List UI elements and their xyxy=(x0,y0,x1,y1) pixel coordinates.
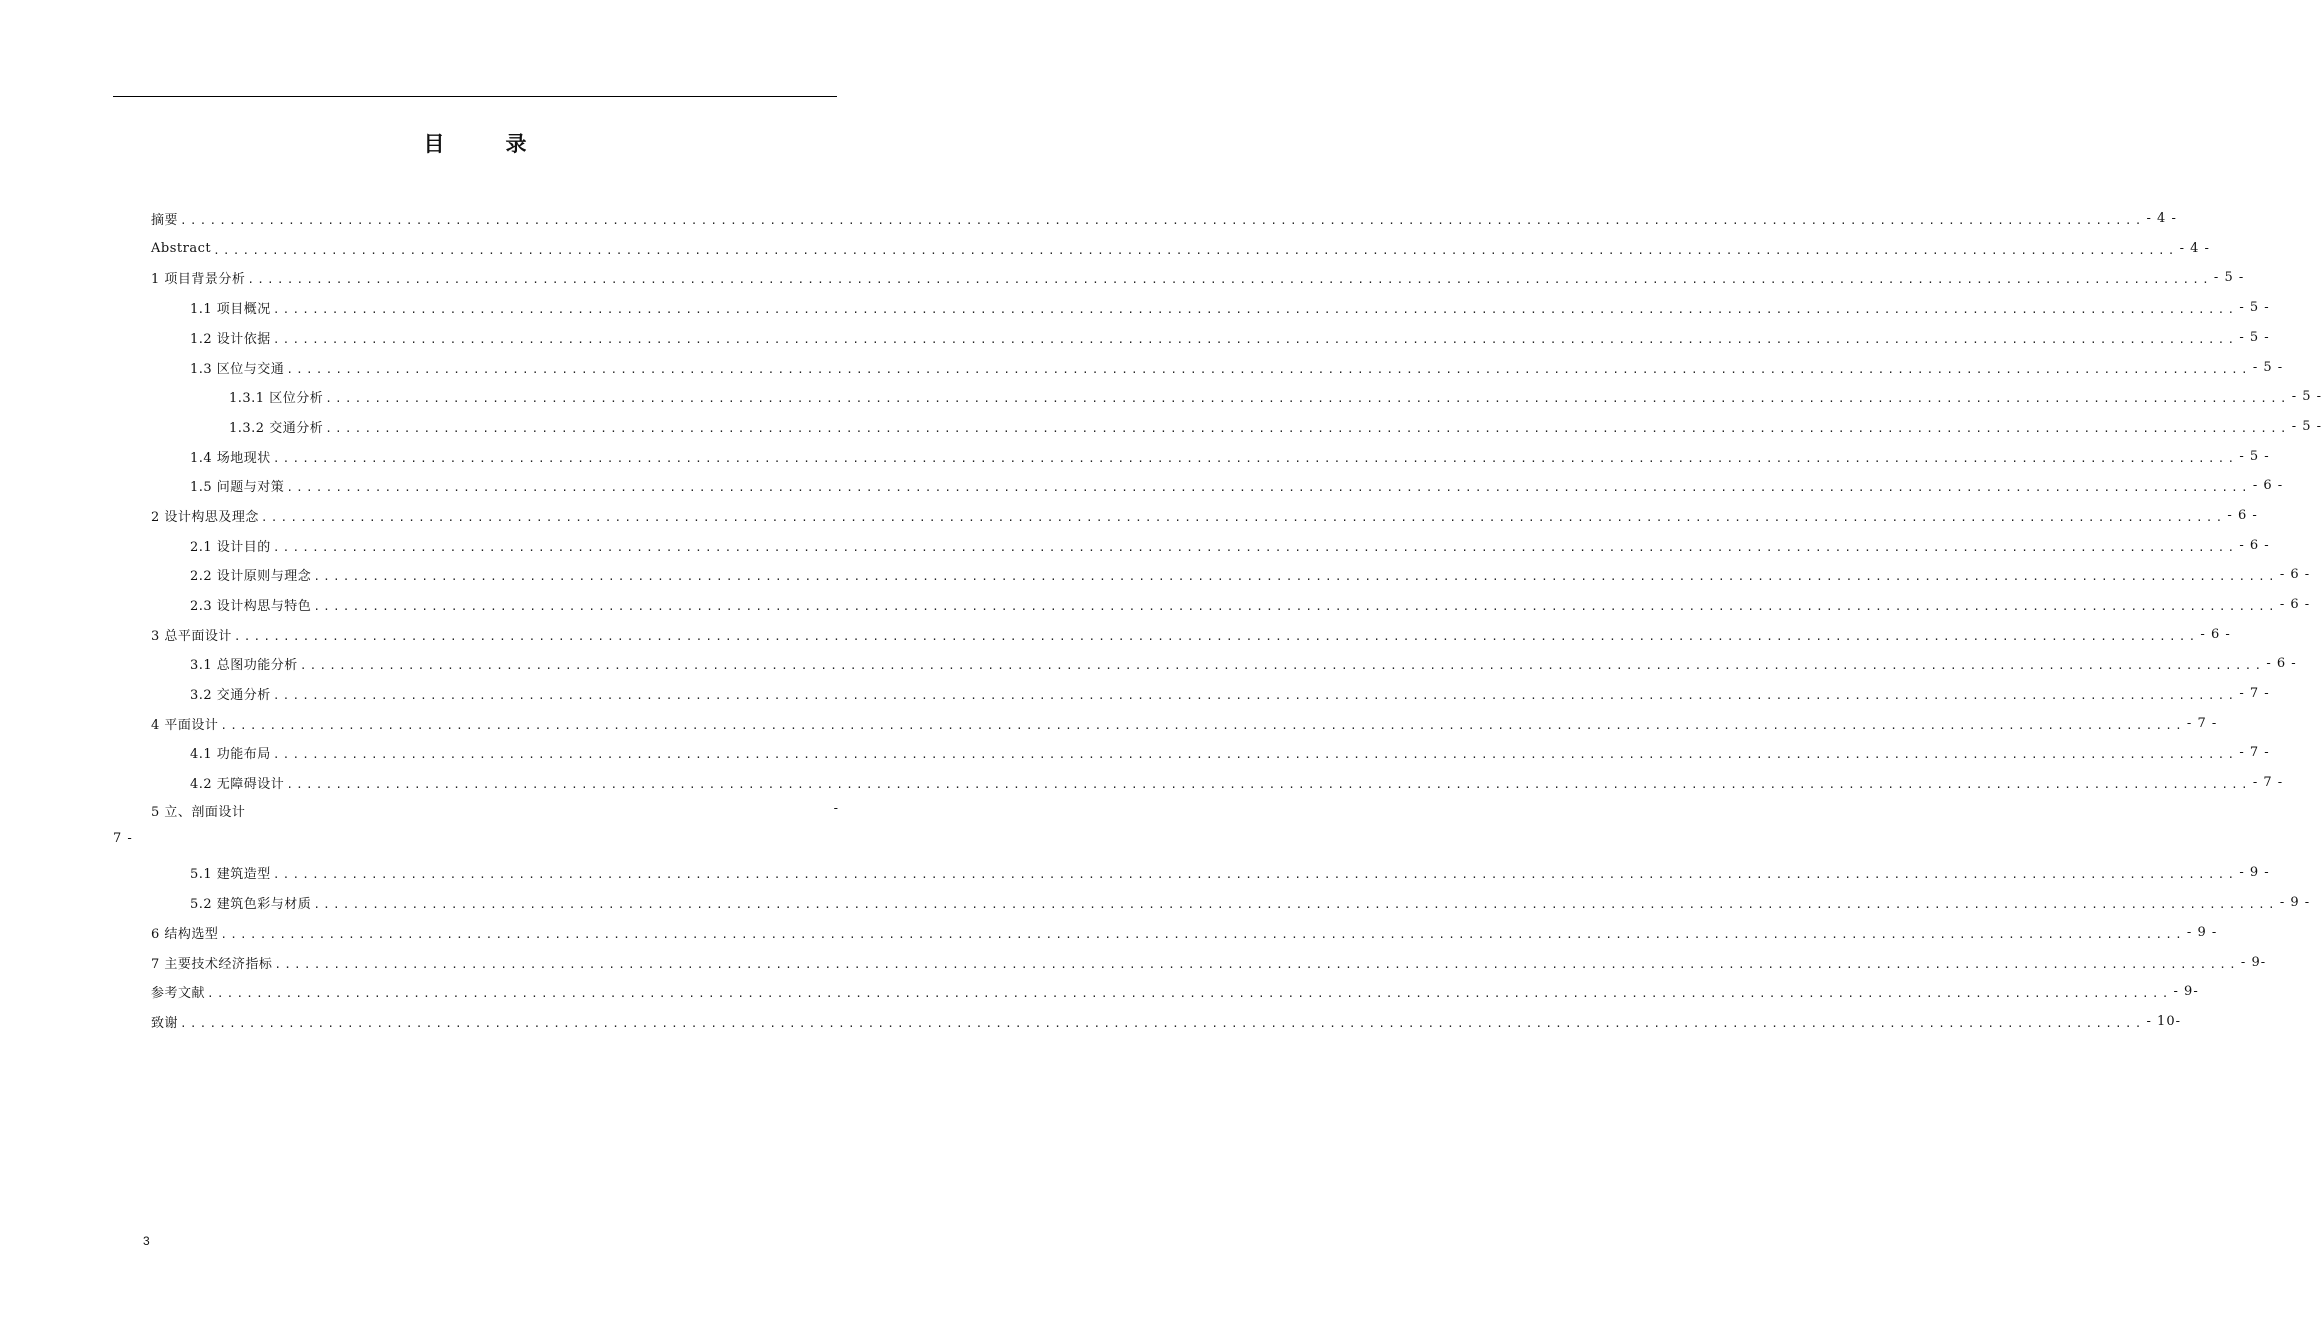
dot-leader: ........................................................................................................................................................................................................ xyxy=(260,510,2226,524)
toc-entry[interactable] xyxy=(151,207,2177,229)
toc-entry-label: 1.4 场地现状 xyxy=(190,450,271,466)
toc-entry-label: 3.2 交通分析 xyxy=(190,687,271,703)
dot-leader: ........................................................................................................................................................................................................ xyxy=(313,569,2278,583)
dot-leader: ........................................................................................................................................................................................................ xyxy=(180,213,2145,227)
dot-leader: ........................................................................................................................................................................................................ xyxy=(313,599,2278,613)
toc-entry-page: - 9- xyxy=(2173,983,2199,999)
toc-entry-page: - 9 - xyxy=(2186,924,2218,940)
toc-entry-page: - 7 - xyxy=(2186,715,2218,731)
toc-entry-label: 2.3 设计构思与特色 xyxy=(190,598,312,614)
toc-entry-page: - 9 - xyxy=(2239,864,2270,880)
dot-leader: ........................................................................................................................................................................................................ xyxy=(272,451,2238,465)
toc-entry-page: - 6 - xyxy=(2279,596,2311,612)
toc-entry-page: - 5 - xyxy=(2239,299,2270,315)
toc-entry[interactable] xyxy=(151,623,2231,645)
toc-entry-page: - 7 - xyxy=(2252,774,2284,790)
dot-leader: ........................................................................................................................................................................................................ xyxy=(213,243,2178,257)
toc-entry-label: 3 总平面设计 xyxy=(151,628,232,644)
dot-leader: ........................................................................................................................................................................................................ xyxy=(274,957,2239,971)
toc-entry[interactable] xyxy=(151,921,2218,943)
dot-leader: ........................................................................................................................................................................................................ xyxy=(247,272,2212,286)
toc-entry-page-wrapped: 7 - xyxy=(113,831,133,846)
toc-entry-label: Abstract xyxy=(151,240,212,256)
toc-entry-label: 1 项目背景分析 xyxy=(151,271,246,287)
toc-entry-label: 2.1 设计目的 xyxy=(190,539,271,555)
toc-entry[interactable] xyxy=(151,980,2199,1002)
toc-entry[interactable] xyxy=(190,356,2284,378)
dot-leader: ........................................................................................................................................................................................................ xyxy=(207,986,2172,1000)
header-rule xyxy=(113,96,837,97)
dot-leader: ........................................................................................................................................................................................................ xyxy=(220,718,2185,732)
toc-entry-label: 4.2 无障碍设计 xyxy=(190,776,285,792)
toc-entry-page: - 5 - xyxy=(2291,418,2322,434)
toc-entry-label: 1.5 问题与对策 xyxy=(190,479,285,495)
dot-leader: ........................................................................................................................................................................................................ xyxy=(272,302,2238,316)
toc-entry-page: - 5 - xyxy=(2213,269,2245,285)
toc-entry-label: 3.1 总图功能分析 xyxy=(190,657,298,673)
toc-entry[interactable] xyxy=(190,534,2270,556)
dot-leader: ........................................................................................................................................................................................................ xyxy=(286,362,2251,376)
dot-leader: ........................................................................................................................................................................................................ xyxy=(272,688,2238,702)
dot-leader: ........................................................................................................................................................................................................ xyxy=(272,332,2238,346)
dot-leader: ........................................................................................................................................................................................................ xyxy=(313,897,2278,911)
toc-entry-label: 2.2 设计原则与理念 xyxy=(190,568,312,584)
toc-entry-label: 1.2 设计依据 xyxy=(190,331,271,347)
toc-entry-page: - 5 - xyxy=(2291,388,2322,404)
toc-entry[interactable] xyxy=(190,593,2311,615)
toc-entry[interactable] xyxy=(190,741,2270,763)
toc-entry-label: 参考文献 xyxy=(151,985,206,1001)
toc-entry-label: 2 设计构思及理念 xyxy=(151,509,259,525)
toc-entry-page: - xyxy=(833,801,838,816)
toc-entry[interactable] xyxy=(190,474,2284,496)
toc-entry[interactable] xyxy=(190,682,2270,704)
toc-entry[interactable] xyxy=(190,861,2270,883)
toc-entry[interactable] xyxy=(190,652,2297,674)
toc-entry-page: - 6 - xyxy=(2266,655,2297,671)
toc-entry-page: - 7 - xyxy=(2239,744,2270,760)
toc-entry-page: - 6 - xyxy=(2239,537,2270,553)
toc-entry[interactable] xyxy=(151,712,2218,734)
toc-entry[interactable] xyxy=(151,951,2267,973)
toc-entry-label: 4 平面设计 xyxy=(151,717,219,733)
footer-page-number: 3 xyxy=(143,1234,150,1248)
toc-entry-page: - 4 - xyxy=(2146,210,2177,226)
toc-entry[interactable] xyxy=(151,266,2245,288)
toc-title: 目 录 xyxy=(423,132,547,156)
toc-entry-label: 7 主要技术经济指标 xyxy=(151,956,273,972)
dot-leader: ........................................................................................................................................................................................................ xyxy=(233,629,2199,643)
toc-entry[interactable] xyxy=(229,385,2322,407)
dot-leader: ........................................................................................................................................................................................................ xyxy=(272,747,2238,761)
dot-leader: ........................................................................................................................................................................................................ xyxy=(180,1016,2145,1030)
toc-entry[interactable] xyxy=(190,296,2270,318)
toc-entry-page: - 9 - xyxy=(2279,894,2311,910)
toc-entry-page: - 5 - xyxy=(2239,448,2270,464)
toc-entry-label: 1.3.1 区位分析 xyxy=(229,390,324,406)
toc-entry-page: - 6 - xyxy=(2252,477,2284,493)
toc-entry-label: 1.3.2 交通分析 xyxy=(229,420,324,436)
toc-entry-page: - 6 - xyxy=(2227,507,2258,523)
toc-entry-page: - 6 - xyxy=(2279,566,2311,582)
toc-entry-label: 4.1 功能布局 xyxy=(190,746,271,762)
toc-entry-label: 5.1 建筑造型 xyxy=(190,866,271,882)
dot-leader: ........................................................................................................................................................................................................ xyxy=(220,927,2185,941)
dot-leader: ........................................................................................................................................................................................................ xyxy=(286,777,2251,791)
toc-entry-label: 1.1 项目概况 xyxy=(190,301,271,317)
toc-entry[interactable] xyxy=(190,326,2270,348)
toc-entry[interactable] xyxy=(190,771,2284,793)
toc-entry-label: 摘要 xyxy=(151,212,179,228)
dot-leader: ........................................................................................................................................................................................................ xyxy=(272,867,2238,881)
toc-entry-label: 1.3 区位与交通 xyxy=(190,361,285,377)
toc-entry-label[interactable]: 5 立、剖面设计 xyxy=(151,805,246,820)
toc-entry-page: - 6 - xyxy=(2200,626,2231,642)
dot-leader: ........................................................................................................................................................................................................ xyxy=(325,391,2290,405)
dot-leader: ........................................................................................................................................................................................................ xyxy=(272,540,2238,554)
toc-entry[interactable] xyxy=(190,891,2311,913)
toc-entry-label: 5.2 建筑色彩与材质 xyxy=(190,896,312,912)
toc-entry-page: - 4 - xyxy=(2179,240,2210,256)
toc-entry-page: - 5 - xyxy=(2239,329,2270,345)
dot-leader: ........................................................................................................................................................................................................ xyxy=(299,658,2265,672)
toc-entry[interactable] xyxy=(151,237,2210,259)
dot-leader: ........................................................................................................................................................................................................ xyxy=(286,480,2251,494)
toc-entry-page: - 10- xyxy=(2146,1013,2181,1029)
toc-entry[interactable] xyxy=(190,445,2270,467)
toc-entry-label: 6 结构选型 xyxy=(151,926,219,942)
toc-entry-page: - 9- xyxy=(2240,954,2267,970)
toc-entry[interactable] xyxy=(190,563,2311,585)
toc-entry-page: - 5 - xyxy=(2252,359,2284,375)
dot-leader: ........................................................................................................................................................................................................ xyxy=(325,421,2290,435)
toc-entry-page: - 7 - xyxy=(2239,685,2270,701)
toc-entry-label: 致谢 xyxy=(151,1015,179,1031)
toc-entry[interactable] xyxy=(151,1010,2181,1032)
toc-entry[interactable] xyxy=(151,504,2258,526)
toc-entry[interactable] xyxy=(229,415,2322,437)
